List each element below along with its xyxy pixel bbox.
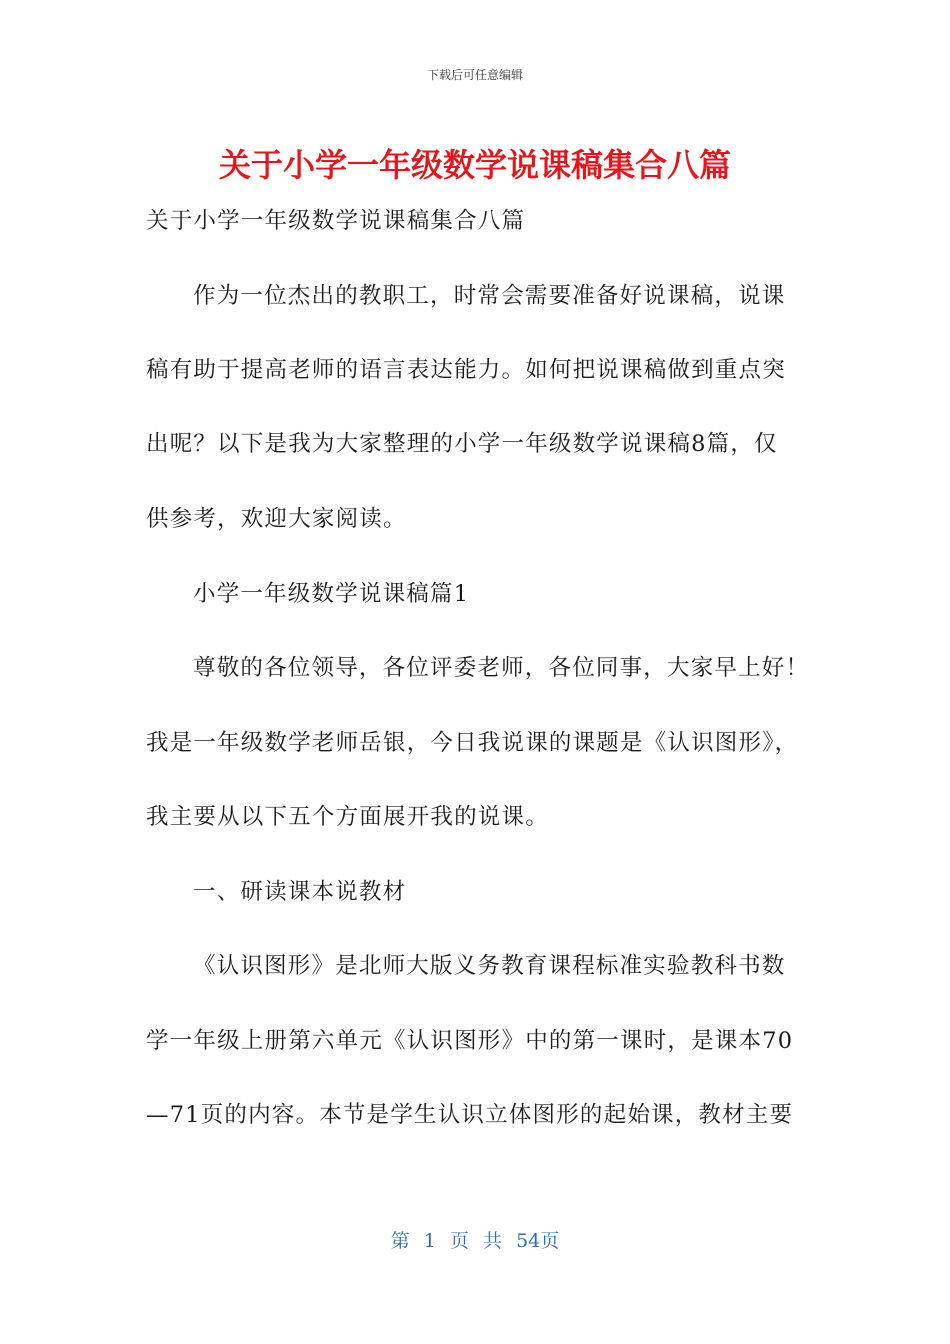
paragraph-line: 我是一年级数学老师岳银，今日我说课的课题是《认识图形》， <box>146 730 799 756</box>
paragraph-line: 尊敬的各位领导，各位评委老师，各位同事，大家早上好！ <box>193 655 810 681</box>
document-title: 关于小学一年级数学说课稿集合八篇 <box>218 146 731 184</box>
footer-total-pages: 54页 <box>516 1230 560 1252</box>
section-heading: 一、研读课本说教材 <box>193 879 407 905</box>
footer-current-page: 1 <box>423 1230 436 1252</box>
paragraph-line: 出呢？以下是我为大家整理的小学一年级数学说课稿8篇，仅 <box>146 431 778 457</box>
subtitle-line: 关于小学一年级数学说课稿集合八篇 <box>146 208 526 234</box>
paragraph-line: 我主要从以下五个方面展开我的说课。 <box>146 804 549 830</box>
page-footer <box>0 1226 950 1253</box>
paragraph-line: —71页的内容。本节是学生认识立体图形的起始课，教材主要 <box>146 1102 794 1128</box>
paragraph-line: 稿有助于提高老师的语言表达能力。如何把说课稿做到重点突 <box>146 357 786 383</box>
section-heading: 小学一年级数学说课稿篇1 <box>193 581 470 607</box>
paragraph-line: 供参考，欢迎大家阅读。 <box>146 506 407 532</box>
paragraph-line: 作为一位杰出的教职工，时常会需要准备好说课稿，说课 <box>193 283 786 309</box>
footer-page-unit: 页 <box>449 1230 469 1252</box>
paragraph-line: 学一年级上册第六单元《认识图形》中的第一课时，是课本70 <box>146 1028 794 1054</box>
paragraph-line: 《认识图形》是北师大版义务教育课程标准实验教科书数 <box>193 953 786 979</box>
footer-total-label: 共 <box>483 1230 503 1252</box>
footer-page-label: 第 <box>390 1230 410 1252</box>
header-note: 下载后可任意编辑 <box>426 68 523 82</box>
